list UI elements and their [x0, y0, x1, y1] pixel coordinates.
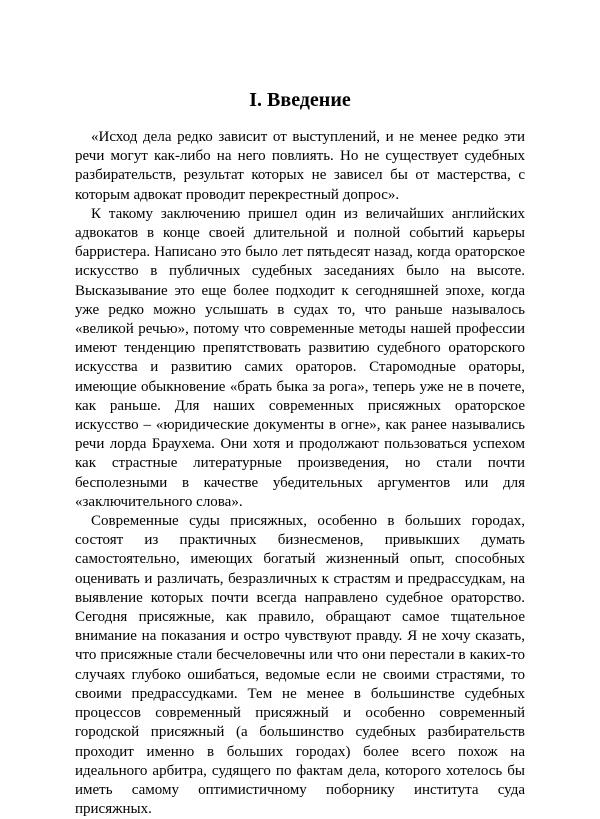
paragraph-quote: «Исход дела редко зависит от выступлений, и не менее редко эти речи могут как-либо на него повлиять. Но не существует судебных разбирательств, результат которых не зависел бы от мастерства, с которым адвокат проводит перекрестный допрос». — [75, 129, 525, 203]
paragraph-modern-juries: Современные суды присяжных, особенно в больших городах, состоят из практичных бизнесменов, привыкших думать самостоятельно, имеющих богатый жизненный опыт, способных оценивать и различать, безразличных к страстям и предрассудкам, на выявление которых почти всегда направлено судебное ораторство. Сегодня присяжные, как правило, обращают самое тщательное внимание на показания и остро чувствуют правду. Я не хочу сказать, что присяжные стали бесчеловечны или что они перестали в каких-то случаях глубоко ошибаться, ведомые если не своими страстями, то своими предрассудками. Тем не менее в большинстве судебных процессов современный присяжный и особенно современный городской присяжный (а большинство судебных разбирательств проходит именно в больших городах) более всего похож на идеального арбитра, судящего по фактам дела, которого хотелось бы иметь самому оптимистичному поборнику института суда присяжных. — [75, 513, 525, 818]
paragraph-conclusion: К такому заключению пришел один из величайших английских адвокатов в конце своей длительной и полной событий карьеры барристера. Написано это было лет пятьдесят назад, когда ораторское искусство в публичных судебных заседаниях было на высоте. Высказывание это еще более подходит к сегодняшней эпохе, когда уже редко можно услышать в судах то, что раньше называлось «великой речью», потому что современные методы нашей профессии имеют тенденцию препятствовать развитию судебного ораторского искусства и развитию самих ораторов. Старомодные ораторы, имеющие обыкновение «брать быка за рога», теперь уже не в почете, как раньше. Для наших современных присяжных ораторское искусство – «юридические документы в огне», как ранее назывались речи лорда Браухема. Они хотя и продолжают пользоваться успехом как страстные литературные произведения, но стали почти бесполезными в качестве убедительных аргументов или для «заключительного слова». — [75, 205, 525, 510]
section-title: I. Введение — [249, 89, 351, 111]
body-text — [75, 128, 525, 819]
